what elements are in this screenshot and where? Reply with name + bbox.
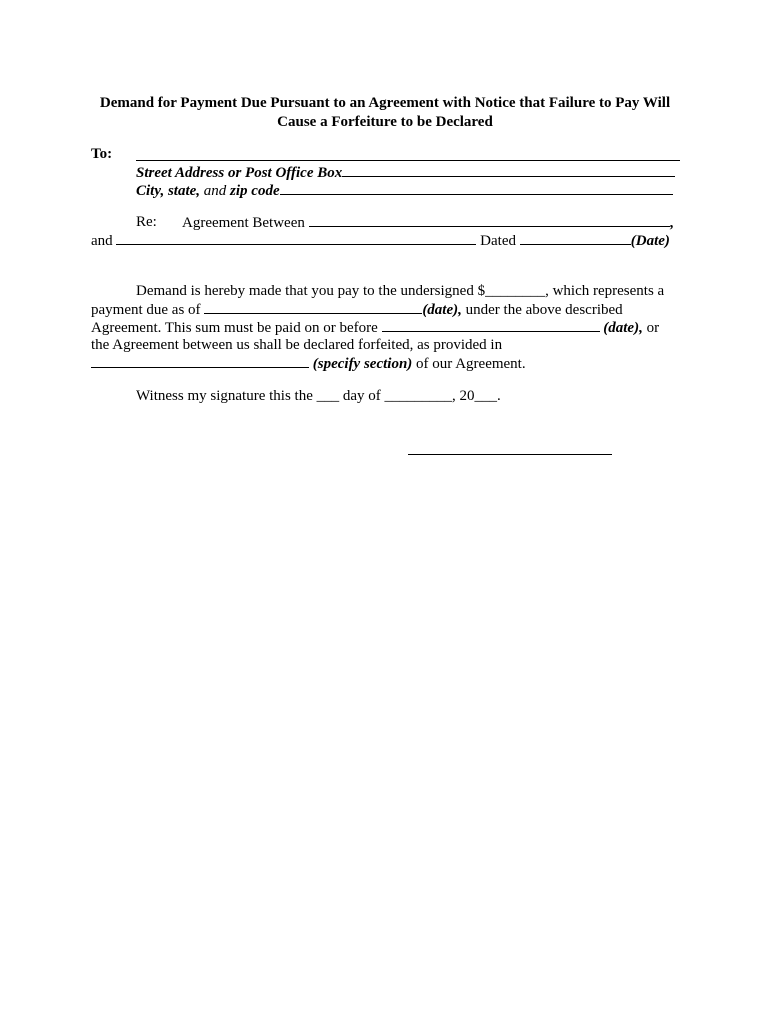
payment-due-post: under the above described (465, 302, 623, 318)
agreement-date-blank[interactable] (520, 231, 631, 245)
party-two-blank[interactable] (116, 231, 476, 245)
witness-line: Witness my signature this the ___ day of _________, 20___. (136, 388, 501, 404)
body-line-3 (91, 318, 659, 337)
to-label: To: (91, 146, 113, 162)
body-line-5 (91, 354, 526, 373)
body-line-4: the Agreement between us shall be declared forfeited, as provided in (91, 337, 503, 353)
deadline-label: Agreement. This sum must be paid on or before (91, 320, 378, 336)
payment-due-date-hint: (date), (422, 302, 462, 318)
dated-label: Dated (480, 233, 516, 249)
and-dated-row (91, 231, 670, 250)
city-state-zip-row (136, 181, 673, 200)
payment-due-date-blank[interactable] (204, 300, 422, 314)
agreement-between-label: Agreement Between (182, 215, 305, 231)
signature-blank[interactable] (408, 454, 612, 455)
street-address-label: Street Address or Post Office Box (136, 165, 343, 181)
title-line-1: Demand for Payment Due Pursuant to an Agreement with Notice that Failure to Pay Will (99, 95, 671, 111)
deadline-date-hint: (date), (603, 320, 643, 336)
zip-code-label: zip code (230, 183, 280, 199)
street-address-row (136, 163, 675, 182)
comma: , (669, 215, 674, 231)
and-label: and (91, 233, 113, 249)
date-hint: (Date) (630, 233, 670, 249)
body-line-2 (91, 300, 623, 319)
payment-due-label: payment due as of (91, 302, 201, 318)
party-one-blank[interactable] (309, 213, 670, 227)
city-and-label: and (203, 183, 227, 199)
city-state-label: City, state, (136, 183, 201, 199)
re-label: Re: (136, 214, 157, 230)
body-line-1: Demand is hereby made that you pay to the undersigned $________, which represents a (136, 283, 665, 299)
recipient-name-blank[interactable] (136, 147, 680, 161)
street-address-blank[interactable] (342, 163, 675, 177)
specify-section-hint: (specify section) (312, 356, 413, 372)
agreement-between-row (182, 213, 673, 232)
deadline-date-blank[interactable] (382, 318, 600, 332)
section-post: of our Agreement. (416, 356, 526, 372)
deadline-post: or (646, 320, 660, 336)
document-title (80, 94, 690, 132)
section-blank[interactable] (91, 354, 309, 368)
title-line-2: Cause a Forfeiture to be Declared (277, 114, 493, 130)
city-state-zip-blank[interactable] (280, 181, 673, 195)
